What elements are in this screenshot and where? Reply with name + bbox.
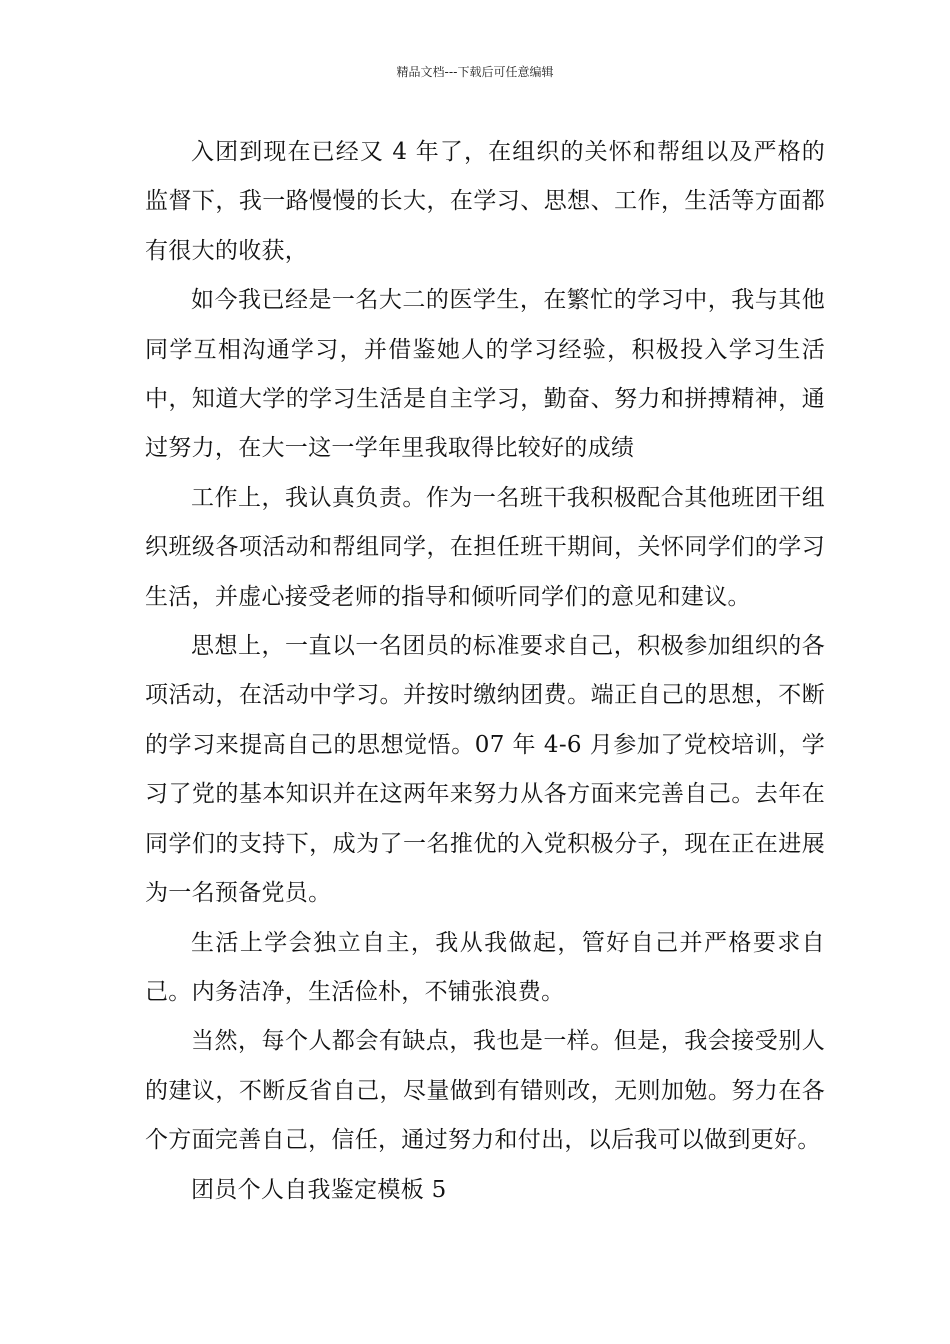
section-title: 团员个人自我鉴定模板 5 — [191, 1176, 447, 1203]
paragraph-3: 工作上，我认真负责。作为一名班干我积极配合其他班团干组织班级各项活动和帮组同学，在担任班干期间，关怀同学们的学习生活，并虚心接受老师的指导和倾听同学们的意见和建议。 — [145, 484, 825, 610]
paragraph-1: 入团到现在已经又 4 年了，在组织的关怀和帮组以及严格的监督下，我一路慢慢的长大，在学习、思想、工作，生活等方面都有很大的收获， — [145, 139, 825, 264]
paragraph-2: 如今我已经是一名大二的医学生，在繁忙的学习中，我与其他同学互相沟通学习，并借鉴她人的学习经验，积极投入学习生活中，知道大学的学习生活是自主学习，勤奋、努力和拼搏精神，通过努力，在大一这一学年里我取得比较好的成绩 — [145, 287, 825, 462]
paragraph-4: 思想上，一直以一名团员的标准要求自己，积极参加组织的各项活动，在活动中学习。并按时缴纳团费。端正自己的思想，不断的学习来提高自己的思想觉悟。07 年 4-6 月参加了党校培训，学习了党的基本知识并在这两年来努力从各方面来完善自己。去年在同学们的支持下，成为了一名推优的入党积极分子，现在正在进展为一名预备党员。 — [145, 633, 825, 907]
paragraph-5: 生活上学会独立自主，我从我做起，管好自己并严格要求自己。内务洁净，生活俭朴，不铺张浪费。 — [145, 929, 825, 1005]
paragraph-6: 当然，每个人都会有缺点，我也是一样。但是，我会接受别人的建议，不断反省自己，尽量做到有错则改，无则加勉。努力在各个方面完善自己，信任，通过努力和付出，以后我可以做到更好。 — [145, 1028, 825, 1154]
page-header: 精品文档---下载后可任意编辑 — [396, 65, 554, 79]
document-body — [145, 128, 825, 1215]
